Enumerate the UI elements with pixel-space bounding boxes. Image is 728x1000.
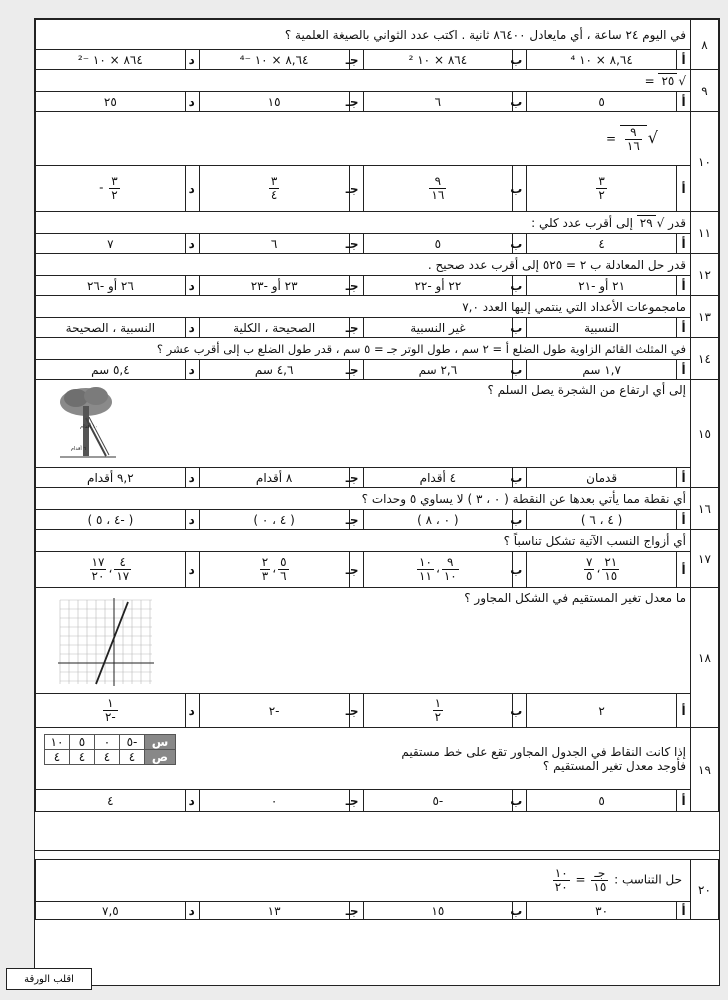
option-d[interactable] [36, 166, 186, 212]
option-c[interactable]: ٨,٦٤ × ١٠ ⁻⁴ [199, 50, 349, 70]
option-letter-c[interactable]: جـ [349, 552, 363, 588]
ladder-label: ١٠ أقدام [80, 424, 98, 430]
x-value: ١٠ [45, 735, 70, 750]
option-letter-b[interactable]: ب [513, 510, 527, 530]
option-b[interactable]: ٤ أقدام [363, 468, 513, 488]
option-c[interactable] [199, 166, 349, 212]
denominator: -٢ [104, 710, 116, 724]
question-17 [36, 530, 719, 552]
question-13 [36, 296, 719, 318]
option-b[interactable]: ٨٦٤ × ١٠ ² [363, 50, 513, 70]
option-letter-b[interactable]: ب [513, 902, 527, 920]
option-letter-b[interactable]: ب [513, 234, 527, 254]
option-b[interactable]: -٥ [363, 790, 513, 812]
question-number: ١٣ [691, 296, 719, 338]
stem-text: إلى أي ارتفاع من الشجرة يصل السلم ؟ [487, 383, 686, 397]
denominator: ١١ [419, 569, 432, 583]
option-letter-d[interactable]: د [185, 50, 199, 70]
option-d[interactable]: ٥,٤ سم [36, 360, 186, 380]
radicand [620, 125, 647, 152]
option-c[interactable]: ٠ [199, 790, 349, 812]
denominator: ١٠ [443, 569, 457, 583]
denominator: ١٦ [431, 188, 445, 202]
option-b[interactable] [363, 166, 513, 212]
numerator: ٣ [111, 174, 118, 189]
question-stem: حل التناسب : $\frac{\text{جـ}}{١٥}$ = $\frac{١٠}{٢٠}$ [36, 860, 691, 902]
denominator: ١٧ [116, 569, 130, 583]
option-letter-b[interactable]: ب [513, 92, 527, 112]
options-row [36, 510, 719, 530]
equals-sign: = [606, 131, 617, 146]
x-row-label: س [145, 735, 176, 750]
question-stem: مامجموعات الأعداد التي ينتمي إليها العدد ٧,٠ [36, 296, 691, 318]
option-a[interactable]: قدمان [527, 468, 677, 488]
option-c[interactable]: الصحيحة ، الكلية [199, 318, 349, 338]
denominator: ٢ [598, 188, 605, 202]
stem-line-2: فأوجد معدل تغير المستقيم ؟ [542, 758, 686, 773]
option-d[interactable]: ٢٦ أو -٢٦ [36, 276, 186, 296]
option-letter-d[interactable]: د [185, 360, 199, 380]
option-letter-d[interactable]: د [185, 276, 199, 296]
option-letter-a[interactable]: أ [677, 318, 691, 338]
option-letter-d[interactable]: د [185, 510, 199, 530]
question-number: ١٦ [691, 488, 719, 530]
stem-text: ما معدل تغير المستقيم في الشكل المجاور ؟ [464, 591, 686, 605]
option-letter-a[interactable]: أ [677, 360, 691, 380]
option-d[interactable]: $\frac{٤}{١٧}$ ، $\frac{١٧}{٢٠}$ [36, 552, 186, 588]
option-letter-d[interactable]: د [185, 790, 199, 812]
option-a[interactable]: ٣٠ [527, 902, 677, 920]
option-letter-b[interactable]: ب [513, 166, 527, 212]
sqrt-symbol: √ [647, 127, 658, 147]
option-b[interactable]: ٢٢ أو -٢٢ [363, 276, 513, 296]
numerator: ١ [103, 697, 118, 711]
numerator: ١٧ [91, 555, 105, 570]
y-row-label: ص [145, 750, 176, 765]
option-d[interactable]: ٧,٥ [36, 902, 186, 920]
numerator: جـ [591, 867, 608, 881]
option-letter-a[interactable]: أ [677, 468, 691, 488]
option-letter-b[interactable]: ب [513, 318, 527, 338]
numerator: ١٠ [554, 866, 568, 881]
option-d[interactable]: ( -٤ ، ٥ ) [36, 510, 186, 530]
numerator: ٩ [429, 175, 446, 189]
question-18 [36, 588, 719, 694]
option-letter-c[interactable]: جـ [349, 50, 363, 70]
option-letter-d[interactable]: د [185, 166, 199, 212]
questions-table [35, 19, 719, 812]
option-c[interactable]: ٨ أقدام [199, 468, 349, 488]
options-row [36, 166, 719, 212]
option-c[interactable]: ( ٤ ، ٠ ) [199, 510, 349, 530]
option-d[interactable]: ٨٦٤ × ١٠ ⁻² [36, 50, 186, 70]
question-14 [36, 338, 719, 360]
option-b[interactable]: $\frac{٩}{١٠}$ ، $\frac{١٠}{١١}$ [363, 552, 513, 588]
option-letter-b[interactable]: ب [513, 276, 527, 296]
denominator: ٢ [111, 188, 118, 202]
denominator: ٣ [261, 569, 269, 583]
options-row [36, 790, 719, 812]
denominator: ٥ [586, 569, 593, 583]
question-stem [36, 212, 691, 234]
question-number: ١٩ [691, 728, 719, 812]
question-number: ٢٠ [691, 860, 719, 920]
option-letter-c[interactable]: جـ [349, 92, 363, 112]
option-c[interactable]: ٢٣ أو -٢٣ [199, 276, 349, 296]
option-letter-c[interactable]: جـ [349, 790, 363, 812]
option-a[interactable]: ٨,٦٤ × ١٠ ⁴ [527, 50, 677, 70]
option-letter-a[interactable]: أ [677, 50, 691, 70]
option-letter-a[interactable]: أ [677, 790, 691, 812]
numerator: ٣ [598, 174, 605, 189]
option-d[interactable]: ٢٥ [36, 92, 186, 112]
question-8 [36, 20, 719, 50]
radicand-denominator: ١٦ [626, 138, 640, 153]
quiz-sheet [34, 18, 720, 986]
denominator: ٢٠ [91, 569, 105, 583]
option-letter-d[interactable]: د [185, 318, 199, 338]
sqrt-symbol: √ [656, 216, 665, 230]
option-letter-b[interactable]: ب [513, 50, 527, 70]
stem-text: حل التناسب : [614, 873, 682, 887]
question-stem [36, 728, 691, 790]
option-a[interactable]: ٢١ أو -٢١ [527, 276, 677, 296]
question-16 [36, 488, 719, 510]
numerator: ١ [434, 696, 442, 711]
question-10 [36, 112, 719, 166]
sqrt-symbol: √ [678, 74, 686, 88]
option-a[interactable]: ١,٧ سم [527, 360, 677, 380]
question-number: ١٤ [691, 338, 719, 380]
coordinate-grid-graph [56, 596, 156, 688]
options-row [36, 50, 719, 70]
option-b[interactable]: غير النسبية [363, 318, 513, 338]
option-b[interactable]: ٦ [363, 92, 513, 112]
question-number: ١١ [691, 212, 719, 254]
option-a[interactable]: ٤ [527, 234, 677, 254]
options-row [36, 360, 719, 380]
x-value: ٠ [95, 735, 120, 750]
option-c[interactable]: $\frac{٥}{٦}$ ، $\frac{٢}{٣}$ [199, 552, 349, 588]
numerator: ٩ [442, 556, 459, 570]
option-letter-c[interactable]: جـ [349, 694, 363, 728]
options-row [36, 276, 719, 296]
option-letter-d[interactable]: د [185, 234, 199, 254]
question-20-table [35, 859, 719, 920]
numerator: ٥ [280, 555, 287, 570]
question-19 [36, 728, 719, 790]
question-number: ٨ [691, 20, 719, 70]
option-d[interactable]: ٧ [36, 234, 186, 254]
question-20 [36, 860, 719, 902]
blank-gap [35, 812, 719, 851]
option-a[interactable]: ٥ [527, 790, 677, 812]
option-b[interactable]: ٢,٦ سم [363, 360, 513, 380]
denominator: ٢ [434, 710, 442, 724]
option-letter-c[interactable]: جـ [349, 510, 363, 530]
question-number: ١٥ [691, 380, 719, 488]
ground-label: ٦ أقدام [70, 446, 86, 452]
question-stem: أي أزواج النسب الآتية تشكل تناسباً ؟ [36, 530, 691, 552]
options-row [36, 234, 719, 254]
option-d[interactable] [36, 694, 186, 728]
option-letter-b[interactable]: ب [513, 694, 527, 728]
y-value: ٤ [95, 750, 120, 765]
options-row [36, 552, 719, 588]
option-letter-b[interactable]: ب [513, 790, 527, 812]
question-11 [36, 212, 719, 234]
stem-line-1: إذا كانت النقاط في الجدول المجاور تقع على خط مستقيم [401, 744, 686, 759]
option-a[interactable]: النسبية [527, 318, 677, 338]
radicand: ٢٩ [637, 215, 656, 230]
denominator: ٤ [270, 188, 278, 202]
option-letter-a[interactable]: أ [677, 552, 691, 588]
option-a[interactable]: ( ٤ ، ٦ ) [527, 510, 677, 530]
option-letter-c[interactable]: جـ [349, 318, 363, 338]
radicand: ٢٥ [658, 73, 677, 88]
numerator: ٧ [586, 555, 593, 570]
denominator: ٢٠ [554, 880, 568, 894]
option-a[interactable]: ٢ [527, 694, 677, 728]
option-b[interactable]: ٥ [363, 234, 513, 254]
option-c[interactable]: ١٥ [199, 92, 349, 112]
y-value: ٤ [45, 750, 70, 765]
numerator: ٢ [261, 555, 269, 570]
flip-page-button[interactable]: اقلب الورقة [6, 968, 92, 990]
numerator: ٣ [270, 174, 278, 189]
numerator: ٢١ [604, 555, 618, 570]
option-letter-b[interactable]: ب [513, 552, 527, 588]
question-stem: في المثلث القائم الزاوية طول الضلع أ = ٢ سم ، طول الوتر جـ = ٥ سم ، قدر طول الضلع ب إلى أقرب عشر ؟ [36, 338, 691, 360]
stem-suffix: إلى أقرب عدد كلي : [531, 216, 633, 230]
xy-table [44, 734, 176, 765]
minus-sign: - [99, 181, 104, 195]
option-b[interactable]: ( ٠ ، ٨ ) [363, 510, 513, 530]
options-row [36, 468, 719, 488]
option-a[interactable] [527, 166, 677, 212]
option-letter-d[interactable]: د [185, 92, 199, 112]
option-letter-a[interactable]: أ [677, 510, 691, 530]
tree-ladder-image [56, 384, 120, 462]
option-letter-c[interactable]: جـ [349, 276, 363, 296]
option-letter-a[interactable]: أ [677, 694, 691, 728]
option-b[interactable]: ١٥ [363, 902, 513, 920]
question-stem [36, 588, 691, 694]
question-stem: في اليوم ٢٤ ساعة ، أي مايعادل ٨٦٤٠٠ ثانية . اكتب عدد الثواني بالصيغة العلمية ؟ [36, 20, 691, 50]
question-9 [36, 70, 719, 92]
question-number: ١٢ [691, 254, 719, 296]
option-a[interactable]: $\frac{٢١}{١٥}$ ، $\frac{٧}{٥}$ [527, 552, 677, 588]
option-letter-c[interactable]: جـ [349, 234, 363, 254]
question-12 [36, 254, 719, 276]
option-d[interactable]: ٩,٢ أقدام [36, 468, 186, 488]
radicand-numerator: ٩ [625, 126, 642, 140]
option-letter-d[interactable]: د [185, 694, 199, 728]
options-row [36, 902, 719, 920]
option-letter-a[interactable]: أ [677, 902, 691, 920]
question-stem: قدر حل المعادلة ب ٢ = ٥٢٥ إلى أقرب عدد صحيح . [36, 254, 691, 276]
denominator: ٦ [280, 569, 287, 583]
option-letter-c[interactable]: جـ [349, 468, 363, 488]
question-stem [36, 380, 691, 468]
option-letter-c[interactable]: جـ [349, 360, 363, 380]
question-stem: أي نقطة مما يأتي بعدها عن النقطة ( ٠ ، ٣ ) لا يساوي ٥ وحدات ؟ [36, 488, 691, 510]
option-c[interactable]: ٤,٦ سم [199, 360, 349, 380]
option-letter-a[interactable]: أ [677, 92, 691, 112]
question-stem [36, 112, 691, 166]
denominator: ١٥ [604, 569, 618, 583]
option-c[interactable]: -٢ [199, 694, 349, 728]
option-letter-a[interactable]: أ [677, 276, 691, 296]
y-value: ٤ [120, 750, 145, 765]
options-row [36, 318, 719, 338]
option-letter-b[interactable]: ب [513, 468, 527, 488]
option-d[interactable]: ٤ [36, 790, 186, 812]
option-d[interactable]: النسبية ، الصحيحة [36, 318, 186, 338]
question-number: ٩ [691, 70, 719, 112]
stem-prefix: قدر [668, 216, 686, 230]
question-number: ١٧ [691, 530, 719, 588]
question-stem [36, 70, 691, 92]
x-value: -٥ [120, 735, 145, 750]
option-b[interactable] [363, 694, 513, 728]
option-letter-c[interactable]: جـ [349, 166, 363, 212]
options-row [36, 92, 719, 112]
x-value: ٥ [70, 735, 95, 750]
option-letter-d[interactable]: د [185, 468, 199, 488]
option-letter-a[interactable]: أ [677, 166, 691, 212]
option-a[interactable]: ٥ [527, 92, 677, 112]
option-c[interactable]: ٦ [199, 234, 349, 254]
numerator: ١٠ [419, 555, 432, 570]
option-letter-d[interactable]: د [185, 552, 199, 588]
equals-sign: = [644, 74, 655, 88]
denominator: ١٥ [593, 880, 607, 894]
question-number: ١٠ [691, 112, 719, 212]
option-c[interactable]: ١٣ [199, 902, 349, 920]
option-letter-d[interactable]: د [185, 902, 199, 920]
question-15 [36, 380, 719, 468]
question-number: ١٨ [691, 588, 719, 728]
y-value: ٤ [70, 750, 95, 765]
option-letter-b[interactable]: ب [513, 360, 527, 380]
option-letter-a[interactable]: أ [677, 234, 691, 254]
options-row [36, 694, 719, 728]
option-letter-c[interactable]: جـ [349, 902, 363, 920]
numerator: ٤ [114, 556, 131, 570]
